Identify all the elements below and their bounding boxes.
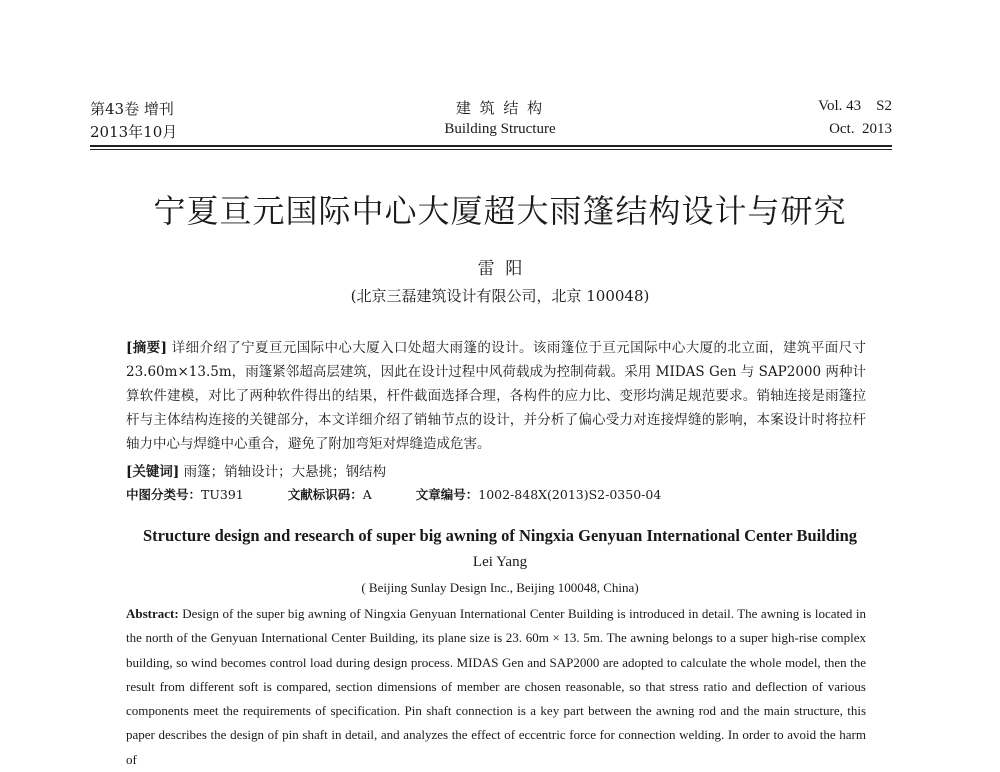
paper-title-cn: 宁夏亘元国际中心大厦超大雨篷结构设计与研究 (153, 192, 847, 230)
clc-value: TU391 (201, 487, 244, 502)
abstract-en-text: Design of the super big awning of Ningxia Genyuan International Center Building is introduced in detail. The awning is located in the north of the Genyuan International Center Building, its plane size is 23. 60m × 13. 5m. The awning belongs to a super high-rise complex building, so wind becomes control load during design process. MIDAS Gen and SAP2000 are adopted to calculate the whole model, then the result from different soft is compared, section dimensions of member are chosen reasonable, so that stress ratio and deflection of various components meet the requirements of specification. Pin shaft connection is a key part between the awning rod and the main structure, this paper describes the design of pin shaft in detail, and analyzes the effect of eccentric force for connection welding. In order to avoid the harm of (126, 606, 867, 767)
article-id-value: 1002-848X(2013)S2-0350-04 (478, 487, 662, 502)
journal-volume-issue: 第43卷 增刊 (90, 100, 174, 118)
header-rule-thick (90, 145, 892, 147)
doc-code-label: 文献标识码： (287, 487, 363, 502)
paper-title-en: Structure design and research of super big awning of Ningxia Genyuan International Center Building (142, 526, 858, 545)
journal-date-en: Oct. 2013 (829, 121, 892, 137)
affiliation-cn: (北京三磊建筑设计有限公司，北京 100048) (350, 287, 650, 305)
keywords-cn (126, 460, 386, 480)
author-cn: 雷 阳 (477, 259, 523, 279)
abstract-cn-text: 详细介绍了宁夏亘元国际中心大厦入口处超大雨篷的设计。该雨篷位于亘元国际中心大厦的北立面，建筑平面尺寸23.60m×13.5m，雨篷紧邻超高层建筑，因此在设计过程中风荷载成为控制荷载。采用 MIDAS Gen 与 SAP2000 两种计算软件建模，对比了两种软件得出的结果，杆件截面选择合理，各构件的应力比、变形均满足规范要求。销轴连接是雨篷拉杆与主体结构连接的关键部分，本文详细介绍了销轴节点的设计，并分析了偏心受力对连接焊缝的影响，本案设计时将拉杆轴力中心与焊缝中心重合，避免了附加弯矩对焊缝造成危害。 (126, 340, 866, 452)
abstract-en-label: Abstract: (126, 606, 179, 621)
abstract-cn (126, 336, 866, 456)
journal-name-en: Building Structure (444, 121, 556, 137)
journal-volume-en: Vol. 43 S2 (818, 98, 892, 114)
article-id-label: 文章编号： (415, 487, 479, 502)
journal-name-cn: 建 筑 结 构 (455, 99, 545, 117)
header-rule-thin (90, 149, 892, 150)
classification-line (126, 485, 661, 503)
keywords-cn-text: 雨篷；销轴设计；大悬挑；钢结构 (183, 464, 387, 480)
doc-code-value: A (362, 487, 372, 502)
clc-label: 中图分类号： (126, 487, 202, 502)
journal-date: 2013年10月 (90, 123, 178, 141)
abstract-cn-label: [摘要] (126, 340, 167, 356)
author-en: Lei Yang (472, 554, 528, 570)
affiliation-en: ( Beijing Sunlay Design Inc., Beijing 100048, China) (361, 580, 639, 595)
keywords-cn-label: [关键词] (126, 464, 180, 480)
abstract-en (126, 602, 866, 772)
